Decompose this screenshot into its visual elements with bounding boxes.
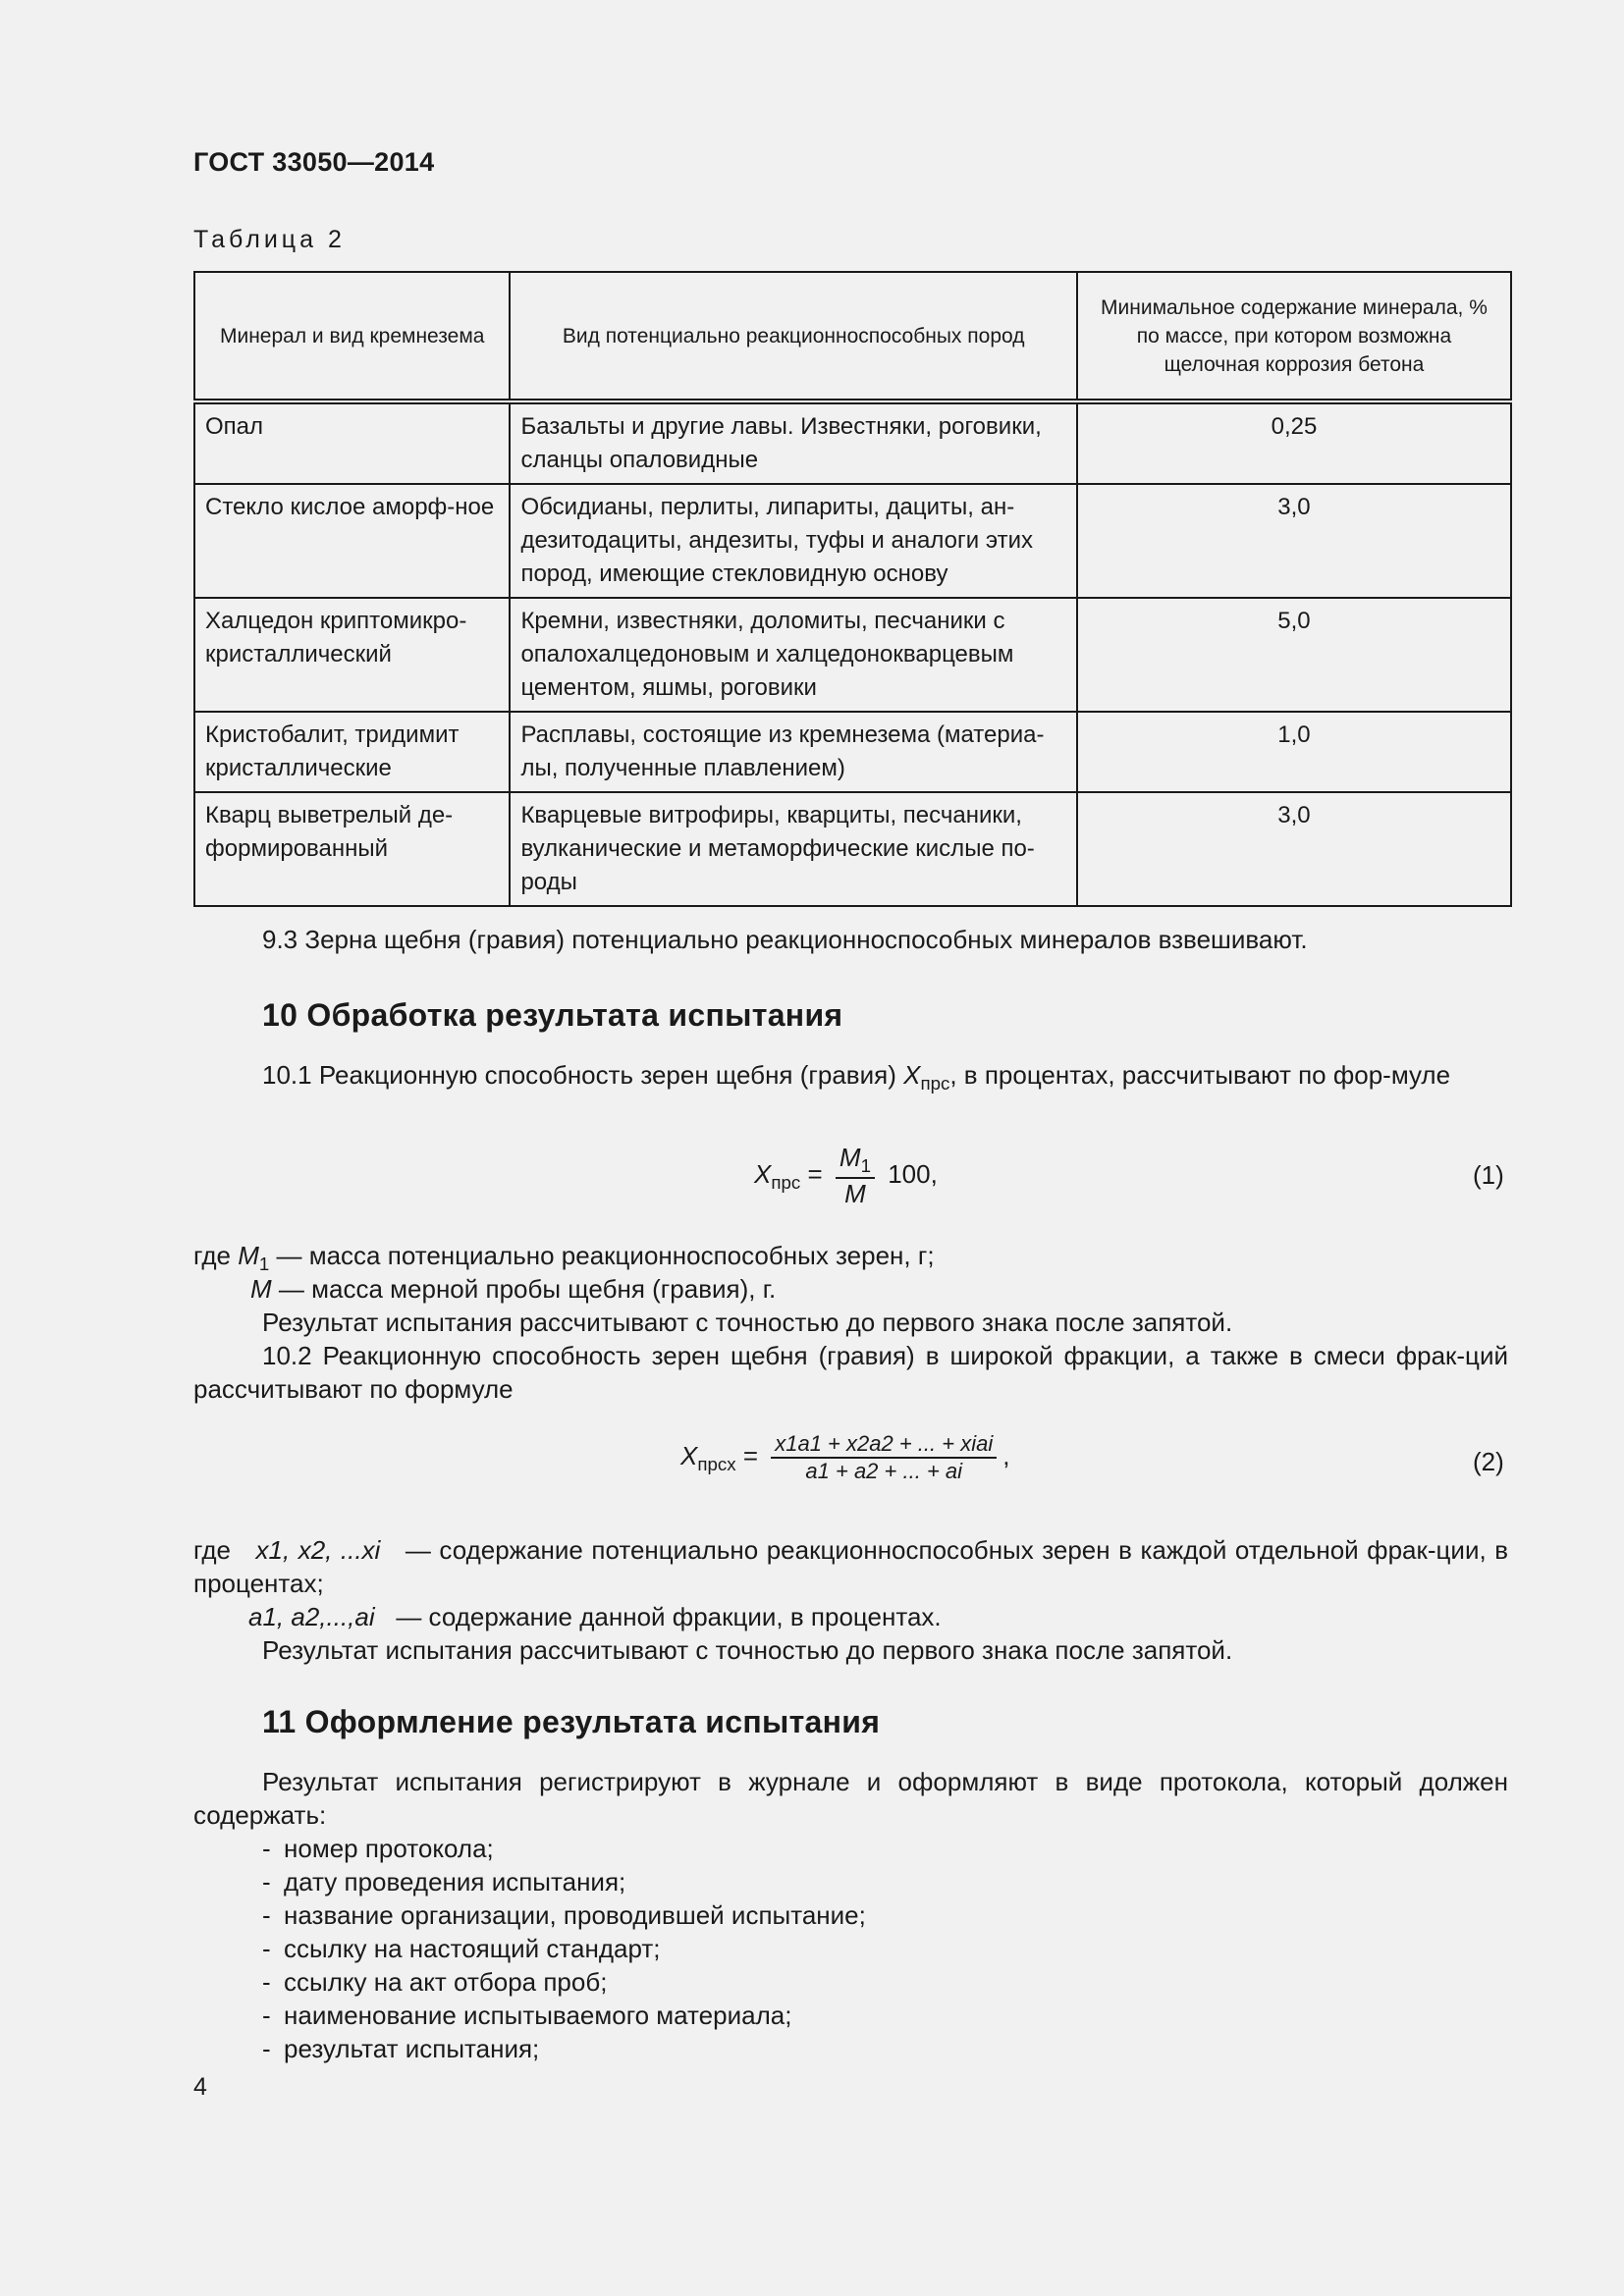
section-10-title: 10 Обработка результата испытания: [262, 997, 843, 1033]
formula-1: $X_{прс}$ = $\frac{M_1}{M}$ 100,: [754, 1143, 938, 1209]
cell-mineral: Стекло кислое аморф-ное: [194, 484, 510, 598]
equation-number-2: (2): [1473, 1447, 1504, 1476]
cell-mineral: Кристобалит, тридимит кристаллические: [194, 712, 510, 792]
cell-rocks: Кремни, известняки, доломиты, песчаники с опалохалцедоновым и халцедонокварцевым цементом, яшмы, роговики: [510, 598, 1076, 712]
table-header-row: [194, 272, 1511, 401]
section-11-title: 11 Оформление результата испытания: [262, 1704, 881, 1739]
table-caption: Таблица 2: [193, 226, 346, 253]
cell-min-content: 0,25: [1077, 401, 1511, 484]
list-item: - дату проведения испытания;: [262, 1867, 626, 1896]
cell-mineral: Халцедон криптомикро-кристаллический: [194, 598, 510, 712]
cell-mineral: Опал: [194, 401, 510, 484]
cell-rocks: Базальты и другие лавы. Известняки, роговики, сланцы опаловидные: [510, 401, 1076, 484]
cell-rocks: Расплавы, состоящие из кремнезема (материа-лы, полученные плавлением): [510, 712, 1076, 792]
table-row: [194, 484, 1511, 598]
table-row: [194, 712, 1511, 792]
list-item: - ссылку на настоящий стандарт;: [262, 1934, 661, 1963]
minerals-table: [193, 271, 1512, 907]
column-header-rocks: Вид потенциально реакционноспособных пород: [510, 272, 1076, 401]
cell-min-content: 3,0: [1077, 792, 1511, 906]
where-a: a1, a2,...,ai — содержание данной фракции, в процентах.: [248, 1602, 942, 1631]
table-row: [194, 401, 1511, 484]
list-item: - наименование испытываемого материала;: [262, 2001, 792, 2030]
paragraph-10-1: 10.1 Реакционную способность зерен щебня (гравия) $X_{прс}$, в процентах, рассчитывают по фор-муле: [262, 1060, 1451, 1095]
where-m: M — масса мерной пробы щебня (гравия), г.: [250, 1274, 777, 1304]
column-header-min-content: Минимальное содержание минерала, % по массе, при котором возможна щелочная коррозия бетона: [1077, 272, 1511, 401]
cell-min-content: 5,0: [1077, 598, 1511, 712]
cell-min-content: 3,0: [1077, 484, 1511, 598]
list-item: - номер протокола;: [262, 1834, 494, 1863]
table-row: [194, 792, 1511, 906]
cell-rocks: Обсидианы, перлиты, липариты, дациты, ан-дезитодациты, андезиты, туфы и аналоги этих пород, имеющие стекловидную основу: [510, 484, 1076, 598]
page-number: 4: [193, 2073, 207, 2101]
table-row: [194, 598, 1511, 712]
column-header-mineral: Минерал и вид кремнезема: [194, 272, 510, 401]
where-x: где x1, x2, ...xi — содержание потенциально реакционноспособных зерен в каждой отдельной фрак-ции, в процентах;: [193, 1535, 1509, 1598]
formula-2: $X_{прсх}$ = $\frac{\text{x1a1 + x2a2 + ... + xiai}}{a1 + a2 + ... + ai}$ ,: [680, 1431, 1010, 1483]
cell-mineral: Кварц выветрелый де-формированный: [194, 792, 510, 906]
list-item: - название организации, проводившей испытание;: [262, 1900, 866, 1930]
paragraph-9-3: 9.3 Зерна щебня (гравия) потенциально реакционноспособных минералов взвешивают.: [262, 925, 1308, 954]
where-m1: где $M_1$ — масса потенциально реакционноспособных зерен, г;: [193, 1241, 935, 1275]
equation-number-1: (1): [1473, 1160, 1504, 1190]
paragraph-10-2: 10.2 Реакционную способность зерен щебня (гравия) в широкой фракции, а также в смеси фрак-ций рассчитывают по формуле: [193, 1341, 1508, 1404]
section-11-intro: Результат испытания регистрируют в журнале и оформляют в виде протокола, который должен содержать:: [193, 1767, 1508, 1830]
list-item: - результат испытания;: [262, 2034, 540, 2063]
result-note-1: Результат испытания рассчитывают с точностью до первого знака после запятой.: [262, 1308, 1233, 1337]
cell-min-content: 1,0: [1077, 712, 1511, 792]
list-item: - ссылку на акт отбора проб;: [262, 1967, 608, 1997]
document-code: ГОСТ 33050—2014: [193, 147, 435, 177]
cell-rocks: Кварцевые витрофиры, кварциты, песчаники, вулканические и метаморфические кислые по-роды: [510, 792, 1076, 906]
result-note-2: Результат испытания рассчитывают с точностью до первого знака после запятой.: [262, 1635, 1233, 1665]
